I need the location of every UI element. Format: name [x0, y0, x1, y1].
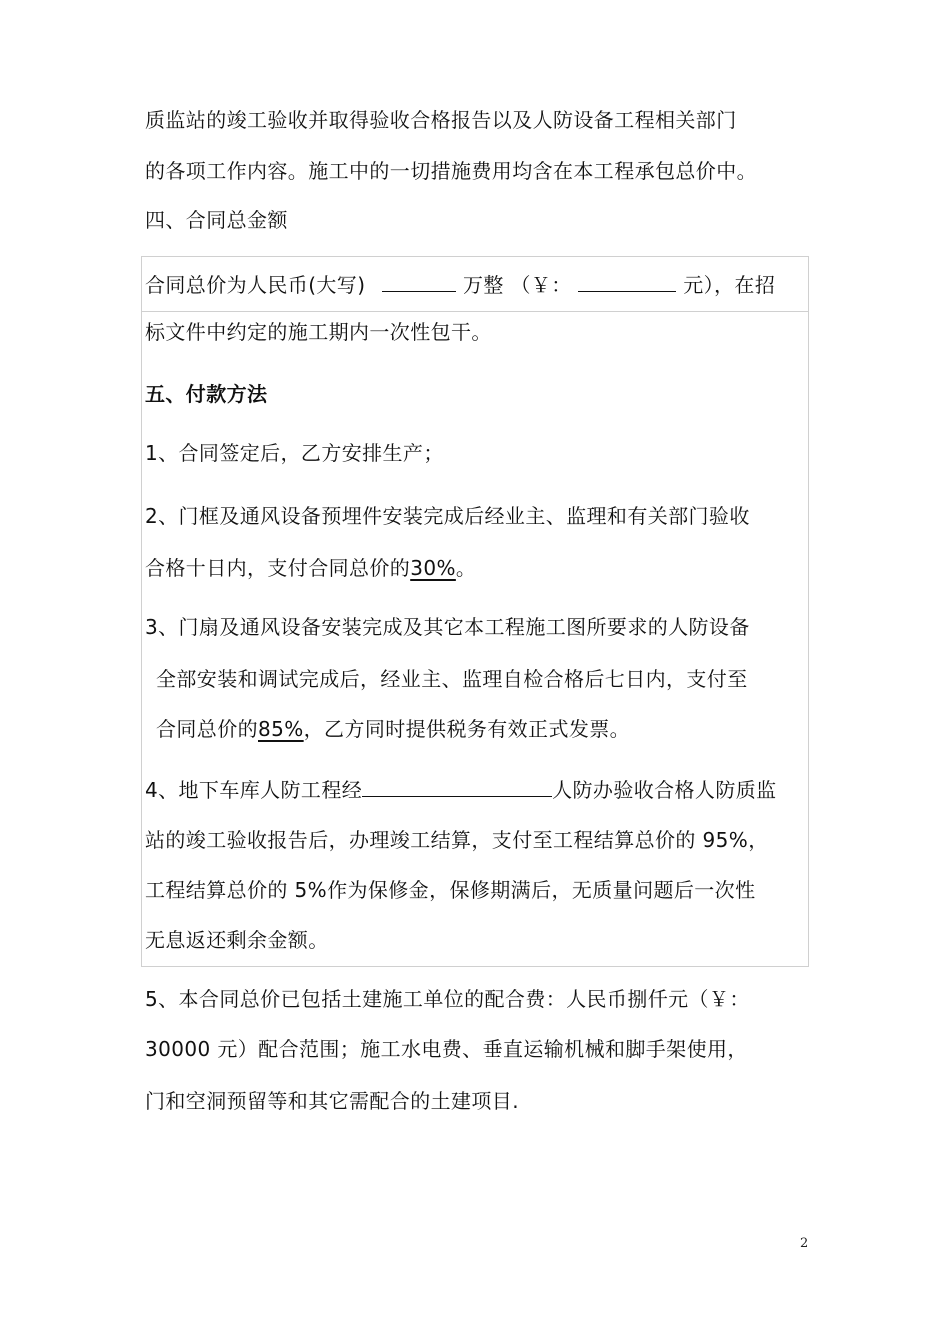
payment-item-4-line-1	[145, 774, 777, 804]
payment-2-end: 。	[455, 556, 477, 580]
amount-label: 合同总价为人民币(大写)	[145, 273, 366, 297]
payment-4-text-b: 人防办验收合格人防质监	[552, 778, 777, 802]
payment-item-5-line-1: 5、本合同总价已包括土建施工单位的配合费：人民币捌仟元（￥：	[145, 987, 750, 1011]
amount-blank-words[interactable]	[382, 269, 456, 292]
payment-2-text: 合格十日内，支付合同总价的	[145, 556, 411, 580]
payment-2-percent: 30%	[410, 556, 456, 580]
payment-item-4-line-4: 无息返还剩余金额。	[145, 928, 329, 952]
text-line-1: 质监站的竣工验收并取得验收合格报告以及人防设备工程相关部门	[145, 108, 737, 132]
payment-item-3-line-2: 全部安装和调试完成后，经业主、监理自检合格后七日内，支付至	[156, 667, 748, 691]
payment-3-text: 合同总价的	[156, 717, 258, 741]
amount-tail: 元），在招	[683, 273, 776, 297]
section-4-title: 四、合同总金额	[145, 208, 288, 232]
section-5-title: 五、付款方法	[145, 382, 268, 406]
amount-unit: 万整 （￥：	[462, 273, 572, 297]
page-number: 2	[800, 1236, 809, 1251]
payment-item-4-line-3: 工程结算总价的 5%作为保修金，保修期满后，无质量问题后一次性	[145, 878, 756, 902]
payment-item-2-line-2	[145, 554, 476, 582]
payment-item-3-line-1: 3、门扇及通风设备安装完成及其它本工程施工图所要求的人防设备	[145, 615, 750, 639]
payment-item-1: 1、合同签定后，乙方安排生产；	[145, 441, 444, 465]
payment-item-5-line-2: 30000 元）配合范围；施工水电费、垂直运输机械和脚手架使用，	[145, 1037, 748, 1061]
payment-4-text-a: 4、地下车库人防工程经	[145, 778, 363, 802]
payment-4-blank[interactable]	[362, 774, 552, 797]
payment-item-3-line-3	[156, 715, 630, 743]
amount-blank-number[interactable]	[578, 269, 676, 292]
text-line-lumpsum: 标文件中约定的施工期内一次性包干。	[145, 320, 492, 344]
payment-3-end: ，乙方同时提供税务有效正式发票。	[303, 717, 631, 741]
payment-3-percent: 85%	[258, 717, 304, 741]
contract-amount-line	[145, 269, 775, 299]
payment-item-4-line-2: 站的竣工验收报告后，办理竣工结算，支付至工程结算总价的 95%，	[145, 828, 769, 852]
text-line-2: 的各项工作内容。施工中的一切措施费用均含在本工程承包总价中。	[145, 159, 757, 183]
payment-item-2-line-1: 2、门框及通风设备预埋件安装完成后经业主、监理和有关部门验收	[145, 504, 750, 528]
payment-item-5-line-3: 门和空洞预留等和其它需配合的土建项目.	[145, 1089, 519, 1113]
